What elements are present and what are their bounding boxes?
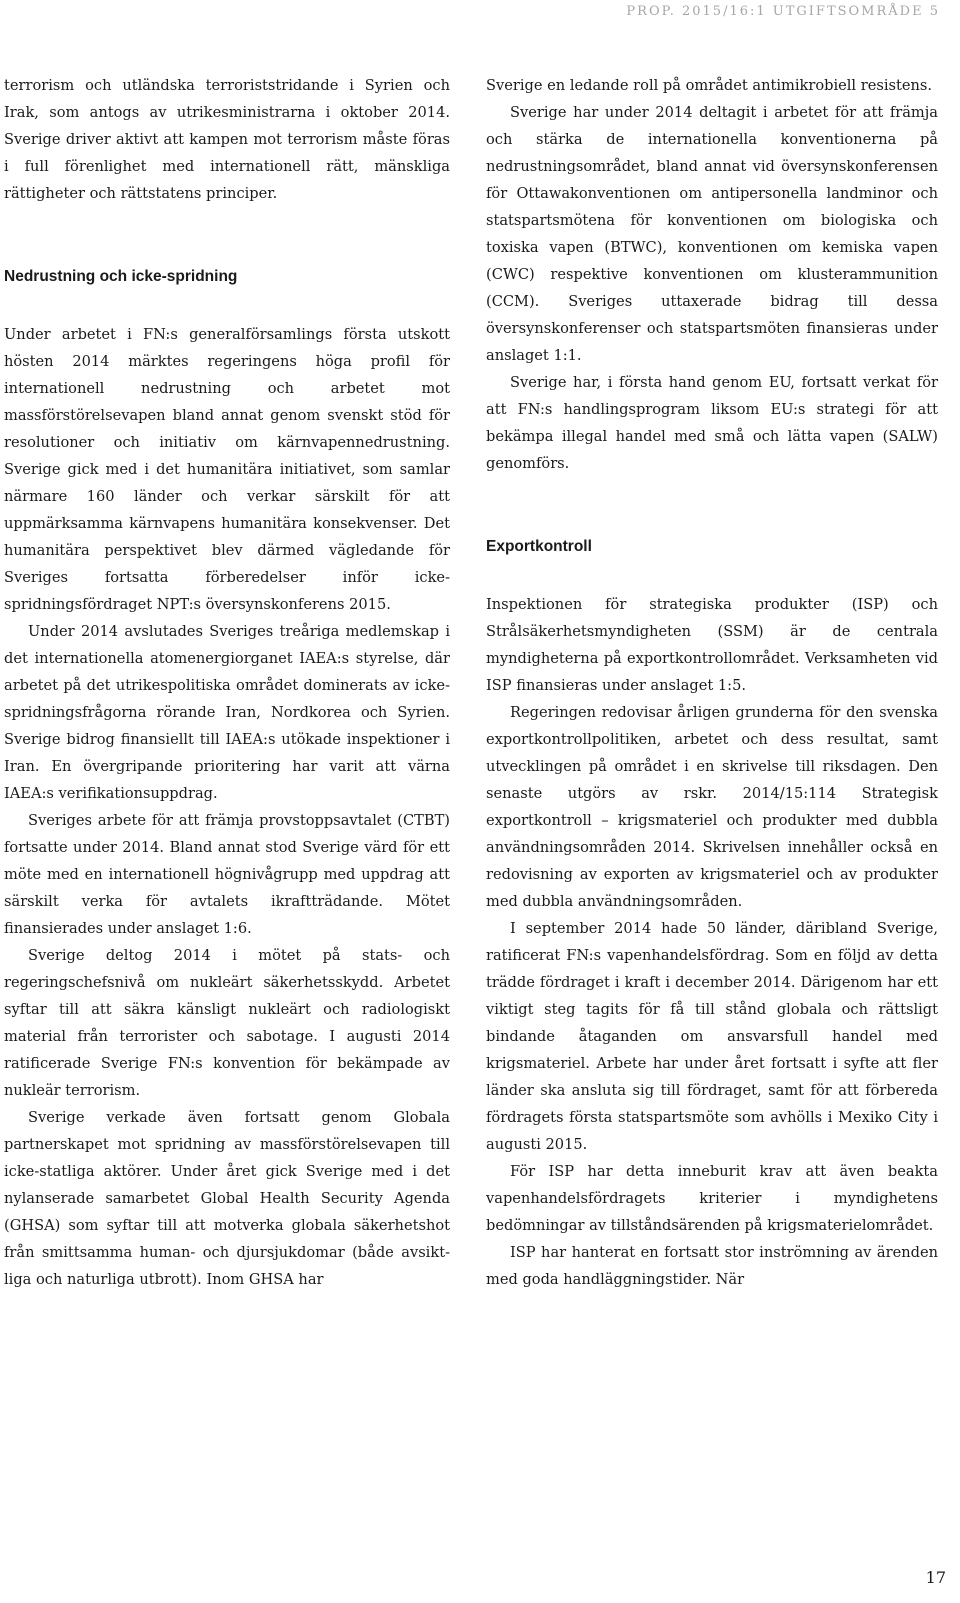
paragraph-isp-criteria: För ISP har detta inneburit krav att även beakta vapenhandelsfördragets kriterier i myndighetens bedömningar av tillståndsärenden på krigsmaterielområdet.	[486, 1163, 938, 1234]
section-heading-disarmament: Nedrustning och icke-spridning	[4, 268, 238, 285]
paragraph-global-partnership: Sverige verkade även fortsatt genom Globala partnerskapet mot spridning av massförstörelsevapen till icke-statliga aktörer. Under året gick Sverige med i det nylanserade samarbetet Global Health Security Agenda (GHSA) som syftar till att motverka globala säkerhetshot från smittsamma human- och djursjukdomar (både avsiktliga och naturliga utbrott). Inom GHSA har	[4, 1109, 450, 1288]
paragraph-ctbt: Sveriges arbete för att främja provstoppsavtalet (CTBT) fortsatte under 2014. Bland annat stod Sverige värd för ett möte med en internationell högnivågrupp med uppdrag att särskilt verka för avtalets ikraftträdande. Mötet finansierades under anslaget 1:6.	[4, 812, 450, 937]
left-column	[4, 72, 450, 1293]
paragraph-isp-ssm: Inspektionen för strategiska produkter (ISP) och Strålsäkerhetsmyndigheten (SSM) är de centrala myndigheterna på exportkontrollområdet. Verksamheten vid ISP finansieras under anslaget 1:5.	[486, 596, 938, 694]
paragraph-export-policy-report: Regeringen redovisar årligen grunderna för den svenska exportkontrollpolitiken, arbetet och dess resultat, samt utvecklingen på området i en skrivelse till riksdagen. Den senaste utgörs av rskr. 2014/15:114 Strategisk exportkontroll – krigsmateriel och produkter med dubbla användningsområden 2014. Skrivelsen innehåller också en redovisning av exporten av krigsmateriel och av produkter med dubbla användningsområden.	[486, 704, 938, 910]
page-number: 17	[925, 1568, 946, 1587]
paragraph-isp-caseload: ISP har hanterat en fortsatt stor inströmning av ärenden med goda handläggningstider. När	[486, 1244, 938, 1288]
paragraph-disarmament-conventions: Sverige har under 2014 deltagit i arbetet för att främja och stärka de internationella konventionerna på nedrustningsområdet, bland annat vid översynskonferensen för Ottawakonventionen om antipersonella landminor och statspartsmötena för konventionen om biologiska och toxiska vapen (BTWC), konventionen om kemiska vapen (CWC) respektive konventionen om klusterammunition (CCM). Sveriges uttaxerade bidrag till dessa översynskonferenser och statspartsmöten finansieras under anslaget 1:1.	[486, 104, 938, 364]
paragraph-nuclear-security: Sverige deltog 2014 i mötet på stats- och regeringschefsnivå om nukleärt säkerhetsskydd. Arbetet syftar till att säkra känsligt nukleärt och radiologiskt material från terrorister och sabotage. I augusti 2014 ratificerade Sverige FN:s konvention för bekämpade av nukleär terrorism.	[4, 947, 450, 1099]
paragraph-iaea-board: Under 2014 avslutades Sveriges treåriga medlemskap i det internationella atomenergiorganet IAEA:s styrelse, där arbetet på det utrikespolitiska området dominerats av ickespridningsfrågorna rörande Iran, Nordkorea och Syrien. Sverige bidrog finansiellt till IAEA:s utökade inspektioner i Iran. En övergripande prioritering har varit att värna IAEA:s verifikationsuppdrag.	[4, 623, 450, 802]
right-column	[486, 72, 938, 1293]
paragraph-antimicrobial: Sverige en ledande roll på området antimikrobiell resistens.	[486, 77, 933, 94]
paragraph-salw: Sverige har, i första hand genom EU, fortsatt verkat för att FN:s handlingsprogram liksom EU:s strategi för att bekämpa illegal handel med små och lätta vapen (SALW) genomförs.	[486, 374, 938, 472]
section-heading-export-control: Exportkontroll	[486, 538, 592, 555]
paragraph-arms-trade-treaty: I september 2014 hade 50 länder, däribland Sverige, ratificerat FN:s vapenhandelsfördrag. Som en följd av detta trädde fördraget i kraft i december 2014. Därigenom har ett viktigt steg tagits för få till stånd globala och rättsligt bindande åtaganden om ansvarsfull handel med krigsmateriel. Arbete har under året fortsatt i syfte att fler länder ska ansluta sig till fördraget, samt för att förbereda fördragets första statspartsmöte som avhölls i Mexiko City i augusti 2015.	[486, 920, 938, 1153]
paragraph-un-first-committee: Under arbetet i FN:s generalförsamlings första utskott hösten 2014 märktes regeringens höga profil för internationell nedrustning och arbetet mot massförstörelsevapen bland annat genom svenskt stöd för resolutioner och initiativ om kärnvapennedrustning. Sverige gick med i det humanitära initiativet, som samlar närmare 160 länder och verkar särskilt för att uppmärksamma kärnvapens humanitära konsekvenser. Det humanitära perspektivet blev därmed vägledande för Sveriges fortsatta förberedelser inför ickespridningsfördraget NPT:s översynskonferens 2015.	[4, 326, 450, 613]
running-header: PROP. 2015/16:1 UTGIFTSOMRÅDE 5	[626, 4, 940, 19]
paragraph-terrorism-continued: terrorism och utländska terroriststridande i Syrien och Irak, som antogs av utrikesministrarna i oktober 2014. Sverige driver aktivt att kampen mot terrorism måste föras i full förenlighet med internationell rätt, mänskliga rättigheter och rättstatens principer.	[4, 77, 450, 202]
